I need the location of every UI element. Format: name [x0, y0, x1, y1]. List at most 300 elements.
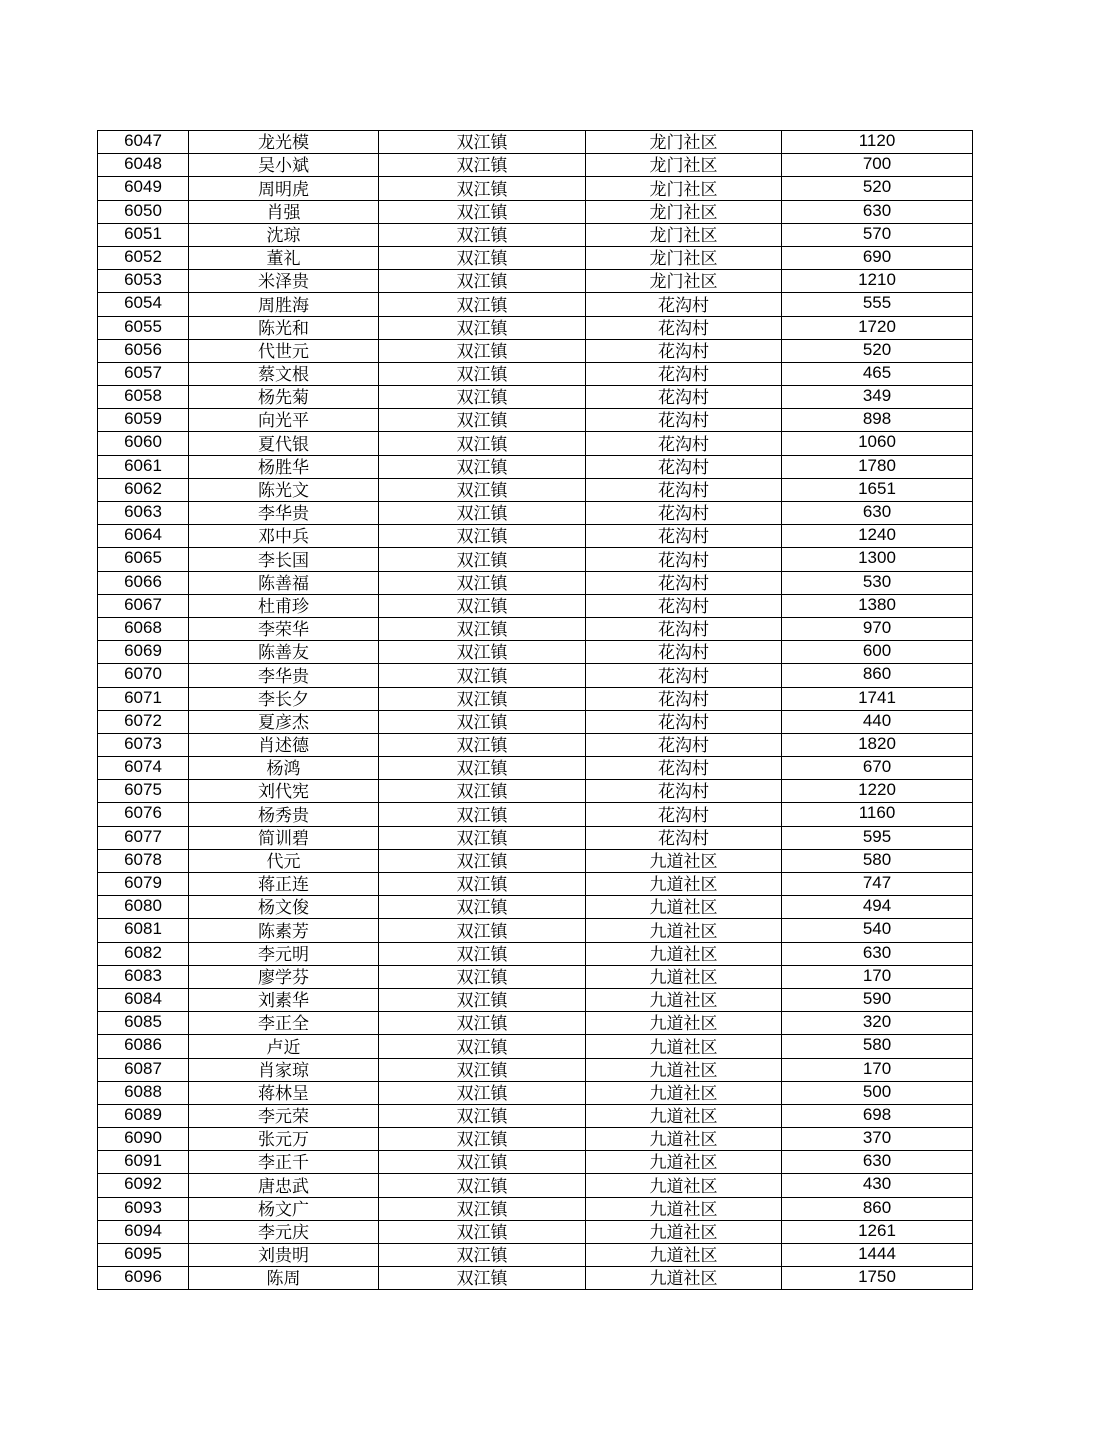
town-cell: 双江镇 [379, 131, 586, 154]
row-id-cell: 6071 [98, 687, 189, 710]
name-cell: 蔡文根 [189, 362, 379, 385]
table-row [98, 270, 973, 293]
table-row [98, 1244, 973, 1267]
village-cell: 花沟村 [586, 409, 782, 432]
table-row [98, 339, 973, 362]
town-cell: 双江镇 [379, 757, 586, 780]
table-row [98, 780, 973, 803]
amount-cell: 1120 [782, 131, 973, 154]
row-id-cell: 6070 [98, 664, 189, 687]
name-cell: 杨先菊 [189, 386, 379, 409]
amount-cell: 1261 [782, 1220, 973, 1243]
amount-cell: 1220 [782, 780, 973, 803]
amount-cell: 430 [782, 1174, 973, 1197]
name-cell: 卢近 [189, 1035, 379, 1058]
amount-cell: 1240 [782, 525, 973, 548]
amount-cell: 1060 [782, 432, 973, 455]
name-cell: 肖家琼 [189, 1058, 379, 1081]
table-row [98, 803, 973, 826]
name-cell: 李华贵 [189, 502, 379, 525]
town-cell: 双江镇 [379, 1012, 586, 1035]
table-row [98, 757, 973, 780]
town-cell: 双江镇 [379, 270, 586, 293]
table-row [98, 1058, 973, 1081]
town-cell: 双江镇 [379, 1244, 586, 1267]
name-cell: 周胜海 [189, 293, 379, 316]
amount-cell: 1444 [782, 1244, 973, 1267]
table-row [98, 386, 973, 409]
table-row [98, 1220, 973, 1243]
row-id-cell: 6086 [98, 1035, 189, 1058]
village-cell: 花沟村 [586, 733, 782, 756]
row-id-cell: 6095 [98, 1244, 189, 1267]
name-cell: 陈素芳 [189, 919, 379, 942]
name-cell: 邓中兵 [189, 525, 379, 548]
name-cell: 刘代宪 [189, 780, 379, 803]
village-cell: 花沟村 [586, 478, 782, 501]
town-cell: 双江镇 [379, 1197, 586, 1220]
village-cell: 花沟村 [586, 455, 782, 478]
row-id-cell: 6061 [98, 455, 189, 478]
name-cell: 李元明 [189, 942, 379, 965]
row-id-cell: 6059 [98, 409, 189, 432]
name-cell: 蒋林呈 [189, 1081, 379, 1104]
amount-cell: 170 [782, 965, 973, 988]
village-cell: 花沟村 [586, 432, 782, 455]
village-cell: 花沟村 [586, 502, 782, 525]
table-row [98, 316, 973, 339]
village-cell: 花沟村 [586, 664, 782, 687]
village-cell: 九道社区 [586, 919, 782, 942]
amount-cell: 860 [782, 1197, 973, 1220]
table-row [98, 1267, 973, 1290]
town-cell: 双江镇 [379, 826, 586, 849]
table-row [98, 733, 973, 756]
village-cell: 花沟村 [586, 339, 782, 362]
amount-cell: 494 [782, 896, 973, 919]
village-cell: 九道社区 [586, 1058, 782, 1081]
village-cell: 九道社区 [586, 1267, 782, 1290]
village-cell: 花沟村 [586, 571, 782, 594]
row-id-cell: 6069 [98, 641, 189, 664]
town-cell: 双江镇 [379, 386, 586, 409]
amount-cell: 520 [782, 177, 973, 200]
amount-cell: 1720 [782, 316, 973, 339]
village-cell: 九道社区 [586, 1220, 782, 1243]
village-cell: 九道社区 [586, 1128, 782, 1151]
row-id-cell: 6089 [98, 1104, 189, 1127]
table-row [98, 478, 973, 501]
village-cell: 花沟村 [586, 757, 782, 780]
village-cell: 花沟村 [586, 525, 782, 548]
town-cell: 双江镇 [379, 1035, 586, 1058]
village-cell: 九道社区 [586, 1035, 782, 1058]
town-cell: 双江镇 [379, 617, 586, 640]
table-row [98, 849, 973, 872]
table-row [98, 1035, 973, 1058]
name-cell: 陈光和 [189, 316, 379, 339]
amount-cell: 580 [782, 849, 973, 872]
amount-cell: 580 [782, 1035, 973, 1058]
row-id-cell: 6073 [98, 733, 189, 756]
name-cell: 张元万 [189, 1128, 379, 1151]
row-id-cell: 6062 [98, 478, 189, 501]
town-cell: 双江镇 [379, 919, 586, 942]
table-row [98, 455, 973, 478]
town-cell: 双江镇 [379, 571, 586, 594]
row-id-cell: 6085 [98, 1012, 189, 1035]
row-id-cell: 6094 [98, 1220, 189, 1243]
row-id-cell: 6063 [98, 502, 189, 525]
name-cell: 李长国 [189, 548, 379, 571]
town-cell: 双江镇 [379, 362, 586, 385]
town-cell: 双江镇 [379, 409, 586, 432]
village-cell: 花沟村 [586, 293, 782, 316]
table-row [98, 1174, 973, 1197]
table-row [98, 710, 973, 733]
town-cell: 双江镇 [379, 803, 586, 826]
name-cell: 唐忠武 [189, 1174, 379, 1197]
amount-cell: 520 [782, 339, 973, 362]
town-cell: 双江镇 [379, 432, 586, 455]
village-cell: 九道社区 [586, 965, 782, 988]
table-row [98, 942, 973, 965]
name-cell: 夏彦杰 [189, 710, 379, 733]
table-row [98, 1197, 973, 1220]
town-cell: 双江镇 [379, 293, 586, 316]
table-row [98, 502, 973, 525]
town-cell: 双江镇 [379, 246, 586, 269]
amount-cell: 440 [782, 710, 973, 733]
table-row [98, 896, 973, 919]
town-cell: 双江镇 [379, 1220, 586, 1243]
town-cell: 双江镇 [379, 780, 586, 803]
name-cell: 杨文俊 [189, 896, 379, 919]
amount-cell: 170 [782, 1058, 973, 1081]
amount-cell: 970 [782, 617, 973, 640]
name-cell: 龙光模 [189, 131, 379, 154]
row-id-cell: 6050 [98, 200, 189, 223]
town-cell: 双江镇 [379, 1081, 586, 1104]
amount-cell: 700 [782, 154, 973, 177]
table-row [98, 571, 973, 594]
row-id-cell: 6087 [98, 1058, 189, 1081]
name-cell: 李元荣 [189, 1104, 379, 1127]
name-cell: 肖述德 [189, 733, 379, 756]
row-id-cell: 6049 [98, 177, 189, 200]
village-cell: 花沟村 [586, 617, 782, 640]
row-id-cell: 6076 [98, 803, 189, 826]
name-cell: 杨秀贵 [189, 803, 379, 826]
amount-cell: 349 [782, 386, 973, 409]
amount-cell: 1651 [782, 478, 973, 501]
table-row [98, 177, 973, 200]
name-cell: 李华贵 [189, 664, 379, 687]
table-row [98, 131, 973, 154]
town-cell: 双江镇 [379, 710, 586, 733]
amount-cell: 1741 [782, 687, 973, 710]
table-row [98, 246, 973, 269]
town-cell: 双江镇 [379, 849, 586, 872]
town-cell: 双江镇 [379, 988, 586, 1011]
row-id-cell: 6047 [98, 131, 189, 154]
village-cell: 九道社区 [586, 873, 782, 896]
town-cell: 双江镇 [379, 223, 586, 246]
village-cell: 龙门社区 [586, 131, 782, 154]
town-cell: 双江镇 [379, 641, 586, 664]
name-cell: 吴小斌 [189, 154, 379, 177]
name-cell: 简训碧 [189, 826, 379, 849]
amount-cell: 670 [782, 757, 973, 780]
row-id-cell: 6053 [98, 270, 189, 293]
table-row [98, 965, 973, 988]
name-cell: 向光平 [189, 409, 379, 432]
row-id-cell: 6056 [98, 339, 189, 362]
village-cell: 花沟村 [586, 316, 782, 339]
table-row [98, 1081, 973, 1104]
name-cell: 沈琼 [189, 223, 379, 246]
village-cell: 九道社区 [586, 1104, 782, 1127]
amount-cell: 690 [782, 246, 973, 269]
table-row [98, 594, 973, 617]
row-id-cell: 6091 [98, 1151, 189, 1174]
name-cell: 陈善友 [189, 641, 379, 664]
name-cell: 杨文广 [189, 1197, 379, 1220]
row-id-cell: 6088 [98, 1081, 189, 1104]
data-table [97, 130, 973, 1290]
table-row [98, 223, 973, 246]
table-row [98, 873, 973, 896]
town-cell: 双江镇 [379, 1151, 586, 1174]
village-cell: 九道社区 [586, 1197, 782, 1220]
row-id-cell: 6058 [98, 386, 189, 409]
amount-cell: 320 [782, 1012, 973, 1035]
table-row [98, 409, 973, 432]
amount-cell: 465 [782, 362, 973, 385]
town-cell: 双江镇 [379, 339, 586, 362]
amount-cell: 630 [782, 200, 973, 223]
village-cell: 九道社区 [586, 849, 782, 872]
village-cell: 龙门社区 [586, 177, 782, 200]
town-cell: 双江镇 [379, 548, 586, 571]
name-cell: 董礼 [189, 246, 379, 269]
town-cell: 双江镇 [379, 478, 586, 501]
name-cell: 肖强 [189, 200, 379, 223]
amount-cell: 1820 [782, 733, 973, 756]
town-cell: 双江镇 [379, 200, 586, 223]
village-cell: 花沟村 [586, 826, 782, 849]
village-cell: 花沟村 [586, 362, 782, 385]
row-id-cell: 6052 [98, 246, 189, 269]
table-row [98, 525, 973, 548]
town-cell: 双江镇 [379, 896, 586, 919]
village-cell: 九道社区 [586, 1151, 782, 1174]
amount-cell: 747 [782, 873, 973, 896]
table-row [98, 1012, 973, 1035]
town-cell: 双江镇 [379, 965, 586, 988]
village-cell: 花沟村 [586, 710, 782, 733]
name-cell: 刘素华 [189, 988, 379, 1011]
town-cell: 双江镇 [379, 594, 586, 617]
amount-cell: 860 [782, 664, 973, 687]
amount-cell: 595 [782, 826, 973, 849]
village-cell: 九道社区 [586, 896, 782, 919]
name-cell: 杨鸿 [189, 757, 379, 780]
amount-cell: 698 [782, 1104, 973, 1127]
amount-cell: 1750 [782, 1267, 973, 1290]
row-id-cell: 6051 [98, 223, 189, 246]
row-id-cell: 6096 [98, 1267, 189, 1290]
village-cell: 花沟村 [586, 386, 782, 409]
name-cell: 刘贵明 [189, 1244, 379, 1267]
amount-cell: 555 [782, 293, 973, 316]
town-cell: 双江镇 [379, 502, 586, 525]
table-row [98, 687, 973, 710]
village-cell: 花沟村 [586, 687, 782, 710]
village-cell: 花沟村 [586, 548, 782, 571]
row-id-cell: 6084 [98, 988, 189, 1011]
town-cell: 双江镇 [379, 177, 586, 200]
row-id-cell: 6083 [98, 965, 189, 988]
village-cell: 花沟村 [586, 780, 782, 803]
row-id-cell: 6064 [98, 525, 189, 548]
table-row [98, 432, 973, 455]
table-row [98, 664, 973, 687]
village-cell: 九道社区 [586, 1012, 782, 1035]
table-row [98, 988, 973, 1011]
row-id-cell: 6082 [98, 942, 189, 965]
village-cell: 花沟村 [586, 594, 782, 617]
name-cell: 蒋正连 [189, 873, 379, 896]
village-cell: 龙门社区 [586, 200, 782, 223]
amount-cell: 1780 [782, 455, 973, 478]
name-cell: 李元庆 [189, 1220, 379, 1243]
table-row [98, 826, 973, 849]
name-cell: 李长夕 [189, 687, 379, 710]
amount-cell: 370 [782, 1128, 973, 1151]
amount-cell: 1210 [782, 270, 973, 293]
village-cell: 龙门社区 [586, 270, 782, 293]
row-id-cell: 6054 [98, 293, 189, 316]
name-cell: 李正全 [189, 1012, 379, 1035]
row-id-cell: 6072 [98, 710, 189, 733]
name-cell: 李荣华 [189, 617, 379, 640]
town-cell: 双江镇 [379, 154, 586, 177]
row-id-cell: 6074 [98, 757, 189, 780]
village-cell: 龙门社区 [586, 154, 782, 177]
table-body [98, 131, 973, 1290]
row-id-cell: 6081 [98, 919, 189, 942]
table-row [98, 1151, 973, 1174]
row-id-cell: 6075 [98, 780, 189, 803]
name-cell: 廖学芬 [189, 965, 379, 988]
amount-cell: 630 [782, 1151, 973, 1174]
row-id-cell: 6093 [98, 1197, 189, 1220]
row-id-cell: 6077 [98, 826, 189, 849]
row-id-cell: 6060 [98, 432, 189, 455]
row-id-cell: 6080 [98, 896, 189, 919]
table-row [98, 1104, 973, 1127]
table-row [98, 200, 973, 223]
name-cell: 李正千 [189, 1151, 379, 1174]
village-cell: 九道社区 [586, 988, 782, 1011]
town-cell: 双江镇 [379, 1104, 586, 1127]
table-row [98, 293, 973, 316]
row-id-cell: 6067 [98, 594, 189, 617]
row-id-cell: 6057 [98, 362, 189, 385]
name-cell: 陈周 [189, 1267, 379, 1290]
name-cell: 米泽贵 [189, 270, 379, 293]
table-row [98, 617, 973, 640]
table-row [98, 641, 973, 664]
row-id-cell: 6090 [98, 1128, 189, 1151]
village-cell: 龙门社区 [586, 223, 782, 246]
town-cell: 双江镇 [379, 664, 586, 687]
town-cell: 双江镇 [379, 942, 586, 965]
amount-cell: 500 [782, 1081, 973, 1104]
row-id-cell: 6079 [98, 873, 189, 896]
village-cell: 九道社区 [586, 1174, 782, 1197]
town-cell: 双江镇 [379, 525, 586, 548]
amount-cell: 1380 [782, 594, 973, 617]
amount-cell: 630 [782, 942, 973, 965]
village-cell: 九道社区 [586, 942, 782, 965]
amount-cell: 530 [782, 571, 973, 594]
row-id-cell: 6068 [98, 617, 189, 640]
name-cell: 杜甫珍 [189, 594, 379, 617]
name-cell: 代元 [189, 849, 379, 872]
amount-cell: 570 [782, 223, 973, 246]
row-id-cell: 6078 [98, 849, 189, 872]
row-id-cell: 6066 [98, 571, 189, 594]
amount-cell: 1160 [782, 803, 973, 826]
row-id-cell: 6048 [98, 154, 189, 177]
name-cell: 代世元 [189, 339, 379, 362]
amount-cell: 630 [782, 502, 973, 525]
table-row [98, 548, 973, 571]
town-cell: 双江镇 [379, 873, 586, 896]
row-id-cell: 6065 [98, 548, 189, 571]
town-cell: 双江镇 [379, 1267, 586, 1290]
village-cell: 花沟村 [586, 803, 782, 826]
town-cell: 双江镇 [379, 1058, 586, 1081]
town-cell: 双江镇 [379, 316, 586, 339]
town-cell: 双江镇 [379, 687, 586, 710]
amount-cell: 1300 [782, 548, 973, 571]
name-cell: 陈善福 [189, 571, 379, 594]
town-cell: 双江镇 [379, 733, 586, 756]
town-cell: 双江镇 [379, 1174, 586, 1197]
amount-cell: 898 [782, 409, 973, 432]
amount-cell: 540 [782, 919, 973, 942]
amount-cell: 590 [782, 988, 973, 1011]
name-cell: 陈光文 [189, 478, 379, 501]
row-id-cell: 6055 [98, 316, 189, 339]
town-cell: 双江镇 [379, 455, 586, 478]
village-cell: 九道社区 [586, 1244, 782, 1267]
table-row [98, 919, 973, 942]
amount-cell: 600 [782, 641, 973, 664]
name-cell: 杨胜华 [189, 455, 379, 478]
name-cell: 周明虎 [189, 177, 379, 200]
village-cell: 九道社区 [586, 1081, 782, 1104]
table-row [98, 1128, 973, 1151]
village-cell: 龙门社区 [586, 246, 782, 269]
table-row [98, 154, 973, 177]
town-cell: 双江镇 [379, 1128, 586, 1151]
table-row [98, 362, 973, 385]
name-cell: 夏代银 [189, 432, 379, 455]
